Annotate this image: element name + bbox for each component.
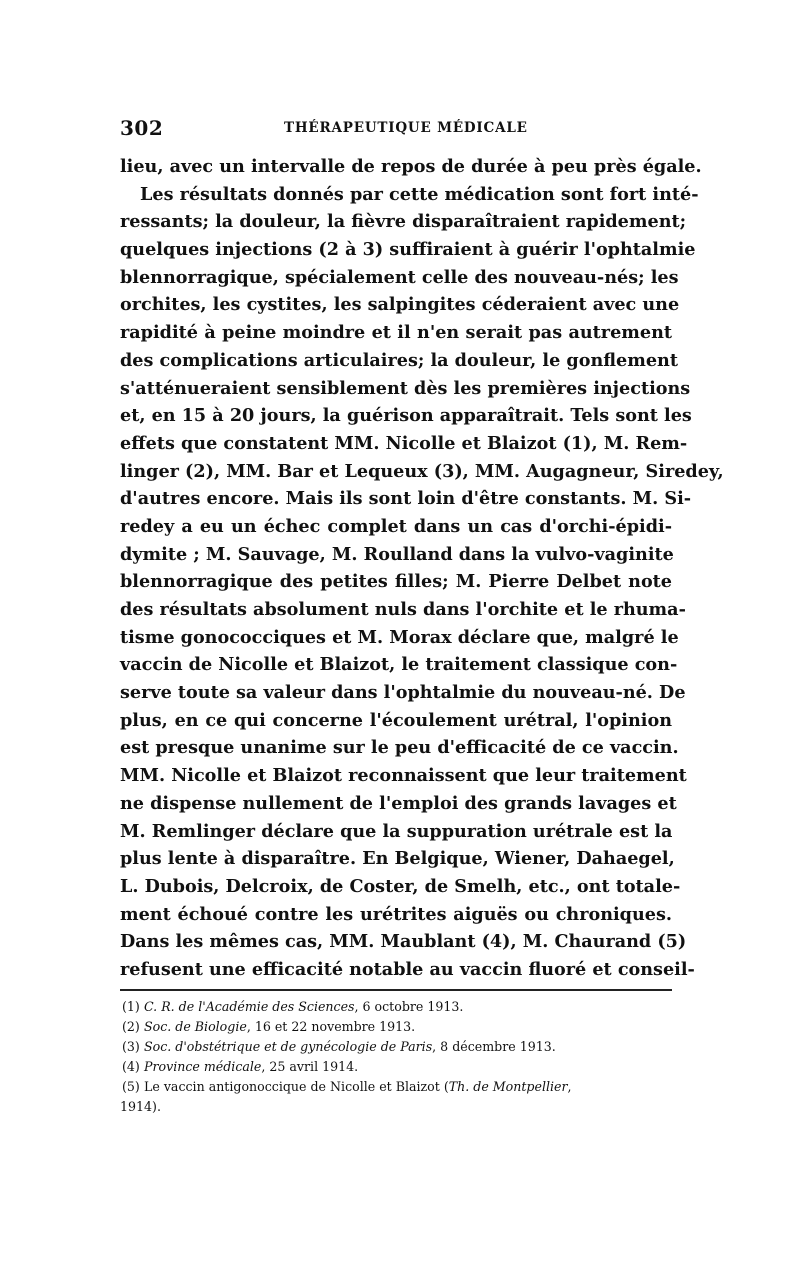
text-line: s'atténueraient sensiblement dès les premières injections bbox=[120, 377, 691, 399]
text-line: des complications articulaires; la douleur, le gonflement bbox=[120, 349, 678, 371]
footnotes bbox=[120, 997, 672, 1117]
text-line: redey a eu un échec complet dans un cas d'orchi-épidi- bbox=[120, 515, 672, 537]
text-line: dymite ; M. Sauvage, M. Roulland dans la vulvo-vaginite bbox=[120, 543, 674, 565]
footnote-text: Province médicale, 25 avril 1914. bbox=[144, 1059, 359, 1074]
footnote bbox=[120, 1077, 672, 1097]
text-line: d'autres encore. Mais ils sont loin d'être constants. M. Si- bbox=[120, 488, 692, 510]
text-line: Dans les mêmes cas, MM. Maublant (4), M. Chaurand (5) bbox=[120, 931, 687, 953]
text-line: ressants; la douleur, la fièvre disparaîtraient rapidement; bbox=[120, 211, 687, 233]
footnote-ref: (5) bbox=[122, 1079, 140, 1094]
footnote-text: Soc. d'obstétrique et de gynécologie de Paris, 8 décembre 1913. bbox=[144, 1039, 556, 1054]
text-line: plus, en ce qui concerne l'écoulement urétral, l'opinion bbox=[120, 709, 672, 731]
footnote-ref: (3) bbox=[122, 1039, 140, 1054]
text-line: des résultats absolument nuls dans l'orchite et le rhuma- bbox=[120, 599, 686, 620]
body-text bbox=[120, 153, 724, 984]
text-line: linger (2), MM. Bar et Lequeux (3), MM. Augagneur, Siredey, bbox=[120, 460, 724, 482]
footnote-text: Soc. de Biologie, 16 et 22 novembre 1913. bbox=[144, 1019, 416, 1034]
text-line: Les résultats donnés par cette médication sont fort inté- bbox=[140, 183, 699, 205]
text-line: quelques injections (2 à 3) suffiraient à guérir l'ophtalmie bbox=[120, 239, 696, 261]
text-line: ment échoué contre les urétrites aiguës ou chroniques. bbox=[120, 903, 672, 925]
text-line: lieu, avec un intervalle de repos de durée à peu près égale. bbox=[120, 156, 702, 177]
footnote bbox=[120, 1057, 672, 1077]
page-header bbox=[120, 116, 680, 142]
footnote bbox=[120, 997, 672, 1017]
text-line: MM. Nicolle et Blaizot reconnaissent que leur traitement bbox=[120, 765, 687, 787]
footnote-text: Le vaccin antigonoccique de Nicolle et Blaizot (Th. de Montpellier, bbox=[144, 1079, 572, 1094]
text-line: rapidité à peine moindre et il n'en serait pas autrement bbox=[120, 322, 672, 344]
footnote-divider bbox=[120, 989, 672, 991]
text-line: plus lente à disparaître. En Belgique, Wiener, Dahaegel, bbox=[120, 848, 675, 870]
text-line: ne dispense nullement de l'emploi des grands lavages et bbox=[120, 792, 677, 814]
footnote-continuation: 1914). bbox=[120, 1099, 161, 1114]
text-line: effets que constatent MM. Nicolle et Blaizot (1), M. Rem- bbox=[120, 432, 688, 454]
text-line: est presque unanime sur le peu d'efficacité de ce vaccin. bbox=[120, 737, 679, 759]
text-line: blennorragique des petites filles; M. Pierre Delbet note bbox=[120, 571, 672, 593]
text-line: M. Remlinger déclare que la suppuration urétrale est la bbox=[120, 820, 673, 842]
text-line: L. Dubois, Delcroix, de Coster, de Smelh, etc., ont totale- bbox=[120, 875, 681, 897]
footnote bbox=[120, 1037, 672, 1057]
footnote-text: C. R. de l'Académie des Sciences, 6 octobre 1913. bbox=[144, 999, 464, 1014]
text-line: et, en 15 à 20 jours, la guérison apparaîtrait. Tels sont les bbox=[120, 405, 692, 427]
text-line: serve toute sa valeur dans l'ophtalmie du nouveau-né. De bbox=[120, 682, 686, 704]
footnote-ref: (4) bbox=[122, 1059, 140, 1074]
text-line: blennorragique, spécialement celle des nouveau-nés; les bbox=[120, 266, 679, 288]
text-line: refusent une efficacité notable au vaccin fluoré et conseil- bbox=[120, 958, 695, 980]
text-line: vaccin de Nicolle et Blaizot, le traitement classique con- bbox=[120, 654, 678, 676]
page-number: 302 bbox=[120, 116, 164, 140]
text-line: tisme gonococciques et M. Morax déclare que, malgré le bbox=[120, 626, 679, 648]
running-title: THÉRAPEUTIQUE MÉDICALE bbox=[284, 120, 528, 136]
footnote-ref: (2) bbox=[122, 1019, 140, 1034]
footnote bbox=[120, 1017, 672, 1037]
text-line: orchites, les cystites, les salpingites céderaient avec une bbox=[120, 294, 680, 316]
footnote-ref: (1) bbox=[122, 999, 140, 1014]
